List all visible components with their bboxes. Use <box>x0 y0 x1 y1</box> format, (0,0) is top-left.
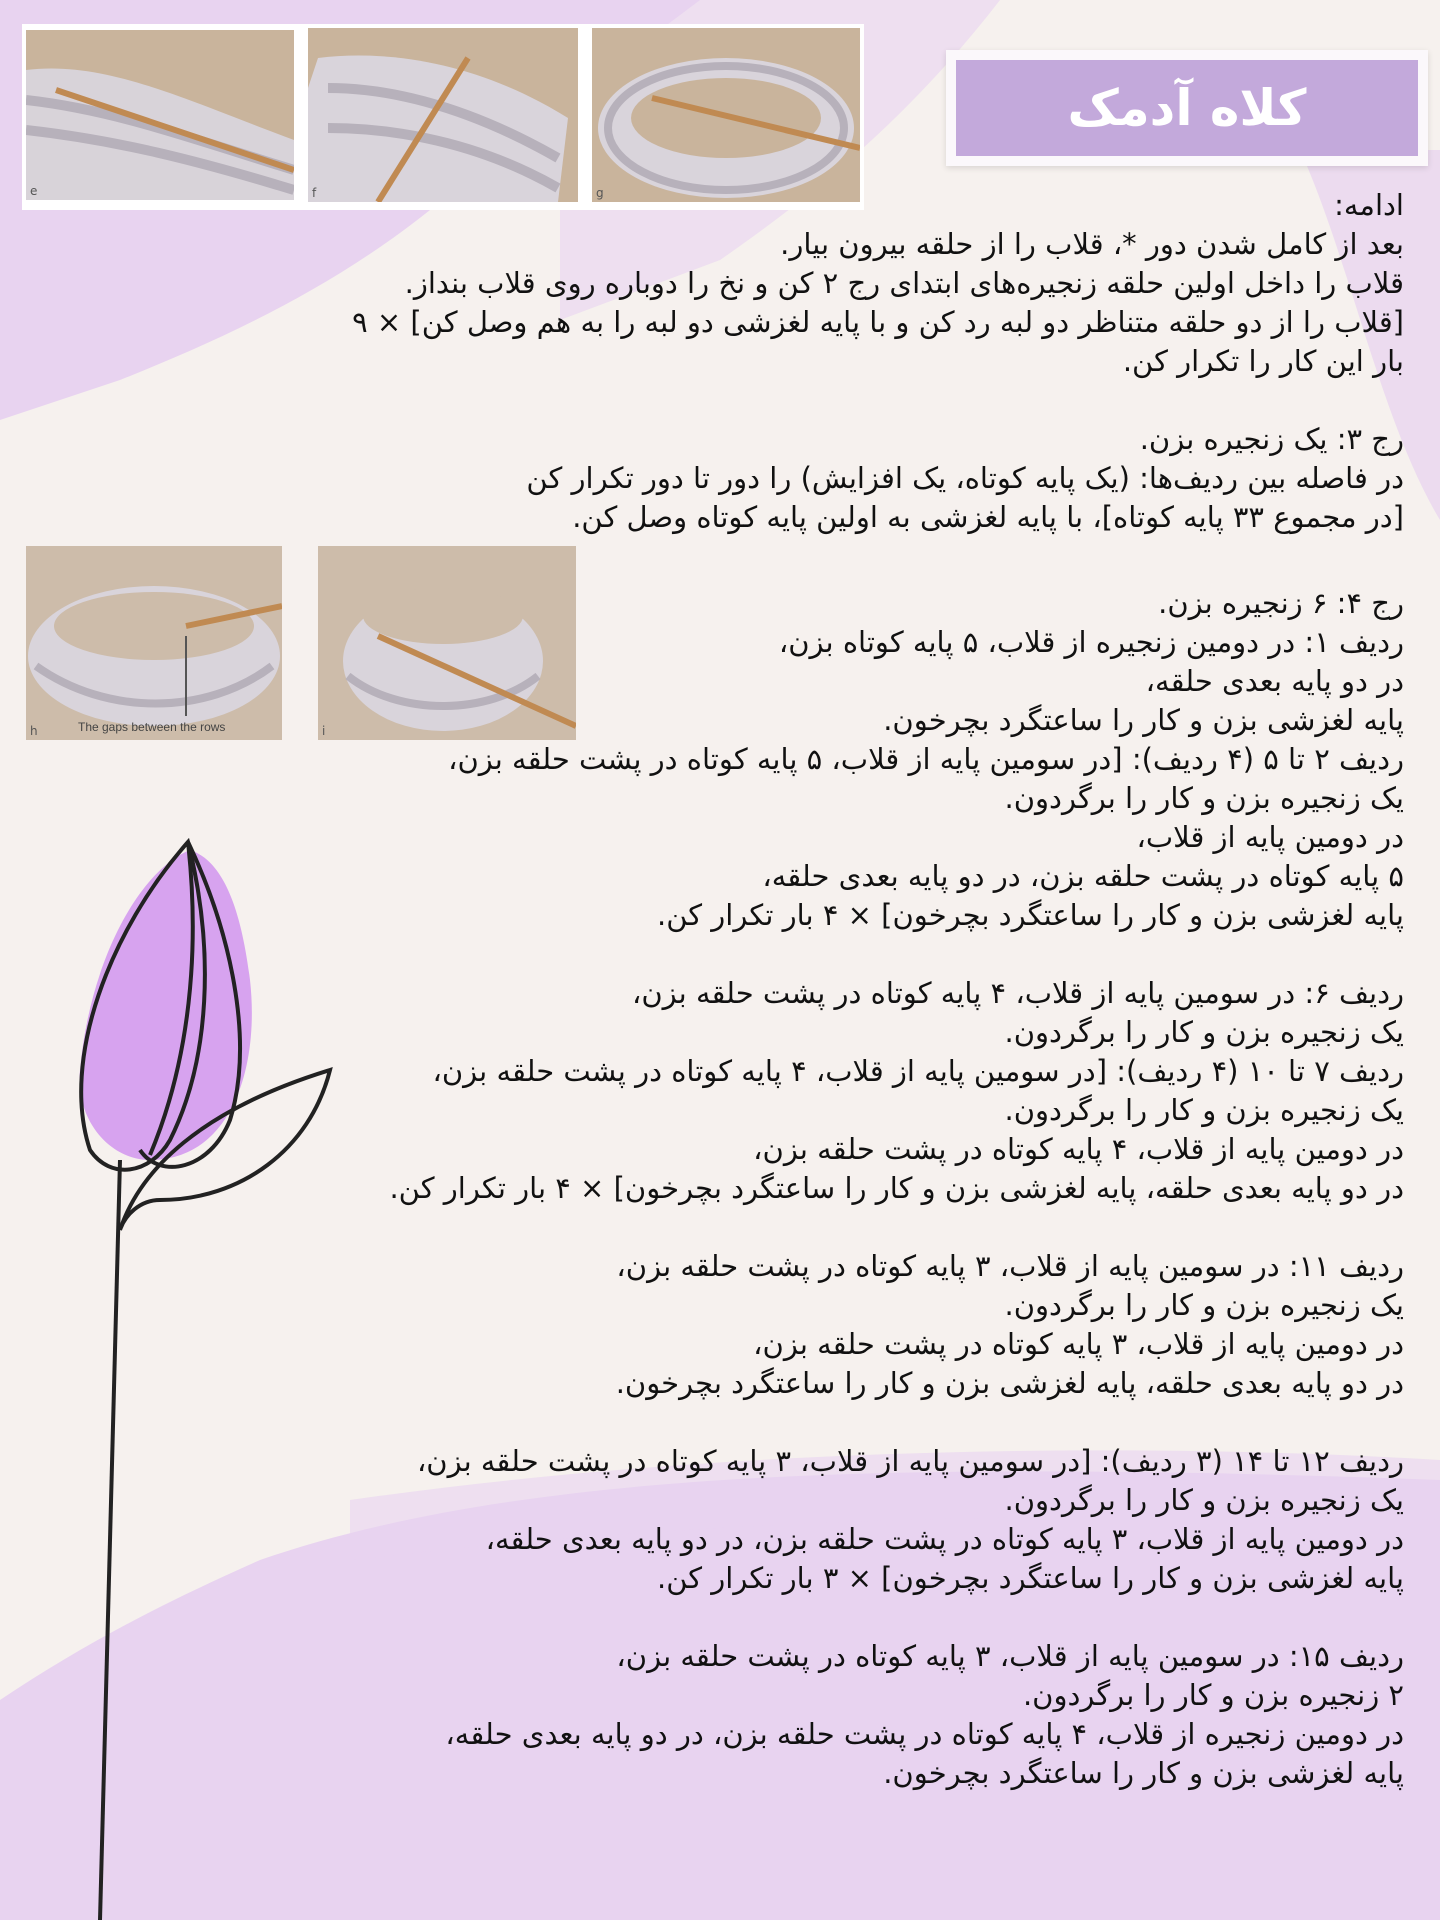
text-line: یک زنجیره بزن و کار را برگردون. <box>1004 1483 1404 1517</box>
text-line: قلاب را داخل اولین حلقه زنجیره‌های ابتدای رج ۲ کن و نخ را دوباره روی قلاب بنداز. <box>404 266 1404 300</box>
text-line: در دو پایه بعدی حلقه، <box>1145 664 1404 698</box>
paragraph-gap <box>389 935 1404 974</box>
instructions-block-1 <box>352 186 1404 537</box>
photo-strip-top <box>22 24 864 210</box>
text-line: [قلاب را از دو حلقه متناظر دو لبه رد کن و با پایه لغزشی دو لبه را به هم وصل کن] × ۹ <box>352 305 1404 339</box>
title-card <box>946 50 1428 166</box>
text-line: ادامه: <box>1334 188 1404 222</box>
text-line: ردیف ۱۵: در سومین پایه از قلاب، ۳ پایه کوتاه در پشت حلقه بزن، <box>616 1639 1404 1673</box>
text-line: ردیف ۱: در دومین زنجیره از قلاب، ۵ پایه کوتاه بزن، <box>778 625 1404 659</box>
text-line: در فاصله بین ردیف‌ها: (یک پایه کوتاه، یک افزایش) را دور تا دور تکرار کن <box>526 461 1404 495</box>
text-line: [در مجموع ۳۳ پایه کوتاه]، با پایه لغزشی به اولین پایه کوتاه وصل کن. <box>572 500 1404 534</box>
crochet-photo-g <box>592 28 860 202</box>
text-line: ردیف ۷ تا ۱۰ (۴ ردیف): [در سومین پایه از قلاب، ۴ پایه کوتاه در پشت حلقه بزن، <box>432 1054 1404 1088</box>
text-line: در دومین پایه از قلاب، ۳ پایه کوتاه در پشت حلقه بزن، در دو پایه بعدی حلقه، <box>485 1522 1404 1556</box>
text-line: یک زنجیره بزن و کار را برگردون. <box>1004 1093 1404 1127</box>
text-line: یک زنجیره بزن و کار را برگردون. <box>1004 781 1404 815</box>
photo-label: i <box>322 724 326 738</box>
text-line: در دومین پایه از قلاب، <box>1136 820 1404 854</box>
text-line: در دو پایه بعدی حلقه، پایه لغزشی بزن و کار را ساعتگرد بچرخون. <box>615 1366 1404 1400</box>
text-line: پایه لغزشی بزن و کار را ساعتگرد بچرخون] × ۴ بار تکرار کن. <box>656 898 1404 932</box>
text-line: رج ۴: ۶ زنجیره بزن. <box>1158 586 1404 620</box>
text-line: یک زنجیره بزن و کار را برگردون. <box>1004 1288 1404 1322</box>
title-banner <box>956 60 1418 156</box>
text-line: در دومین زنجیره از قلاب، ۴ پایه کوتاه در پشت حلقه بزن، در دو پایه بعدی حلقه، <box>445 1717 1404 1751</box>
text-line: پایه لغزشی بزن و کار را ساعتگرد بچرخون. <box>883 1756 1404 1790</box>
paragraph-gap <box>389 1403 1404 1442</box>
crochet-photo-e <box>26 30 294 200</box>
photo-label: e <box>30 184 38 198</box>
text-line: در دومین پایه از قلاب، ۴ پایه کوتاه در پشت حلقه بزن، <box>753 1132 1404 1166</box>
text-line: در دو پایه بعدی حلقه، پایه لغزشی بزن و کار را ساعتگرد بچرخون] × ۴ بار تکرار کن. <box>389 1171 1404 1205</box>
crochet-photo-h <box>26 546 282 740</box>
page-title: کلاه آدمک <box>1067 79 1307 137</box>
photo-caption: The gaps between the rows <box>78 720 226 734</box>
paragraph-gap <box>389 1208 1404 1247</box>
text-line: پایه لغزشی بزن و کار را ساعتگرد بچرخون] × ۳ بار تکرار کن. <box>656 1561 1404 1595</box>
text-line: ردیف ۶: در سومین پایه از قلاب، ۴ پایه کوتاه در پشت حلقه بزن، <box>632 976 1404 1010</box>
paragraph-gap <box>352 381 1404 420</box>
text-line: رج ۳: یک زنجیره بزن. <box>1139 422 1404 456</box>
photo-label: g <box>596 186 604 200</box>
instructions-block-2 <box>389 584 1404 1793</box>
text-line: یک زنجیره بزن و کار را برگردون. <box>1004 1015 1404 1049</box>
text-line: ردیف ۲ تا ۵ (۴ ردیف): [در سومین پایه از قلاب، ۵ پایه کوتاه در پشت حلقه بزن، <box>448 742 1404 776</box>
paragraph-gap <box>389 1598 1404 1637</box>
text-line: ۲ زنجیره بزن و کار را برگردون. <box>1022 1678 1404 1712</box>
text-line: در دومین پایه از قلاب، ۳ پایه کوتاه در پشت حلقه بزن، <box>753 1327 1404 1361</box>
text-line: ردیف ۱۲ تا ۱۴ (۳ ردیف): [در سومین پایه از قلاب، ۳ پایه کوتاه در پشت حلقه بزن، <box>416 1444 1404 1478</box>
text-line: بعد از کامل شدن دور *، قلاب را از حلقه بیرون بیار. <box>780 227 1404 261</box>
text-line: بار این کار را تکرار کن. <box>1122 344 1404 378</box>
text-line: ردیف ۱۱: در سومین پایه از قلاب، ۳ پایه کوتاه در پشت حلقه بزن، <box>616 1249 1404 1283</box>
text-line: پایه لغزشی بزن و کار را ساعتگرد بچرخون. <box>883 703 1404 737</box>
crochet-photo-f <box>308 28 578 202</box>
text-line: ۵ پایه کوتاه در پشت حلقه بزن، در دو پایه بعدی حلقه، <box>762 859 1404 893</box>
photo-label: h <box>30 724 38 738</box>
photo-label: f <box>312 186 317 200</box>
